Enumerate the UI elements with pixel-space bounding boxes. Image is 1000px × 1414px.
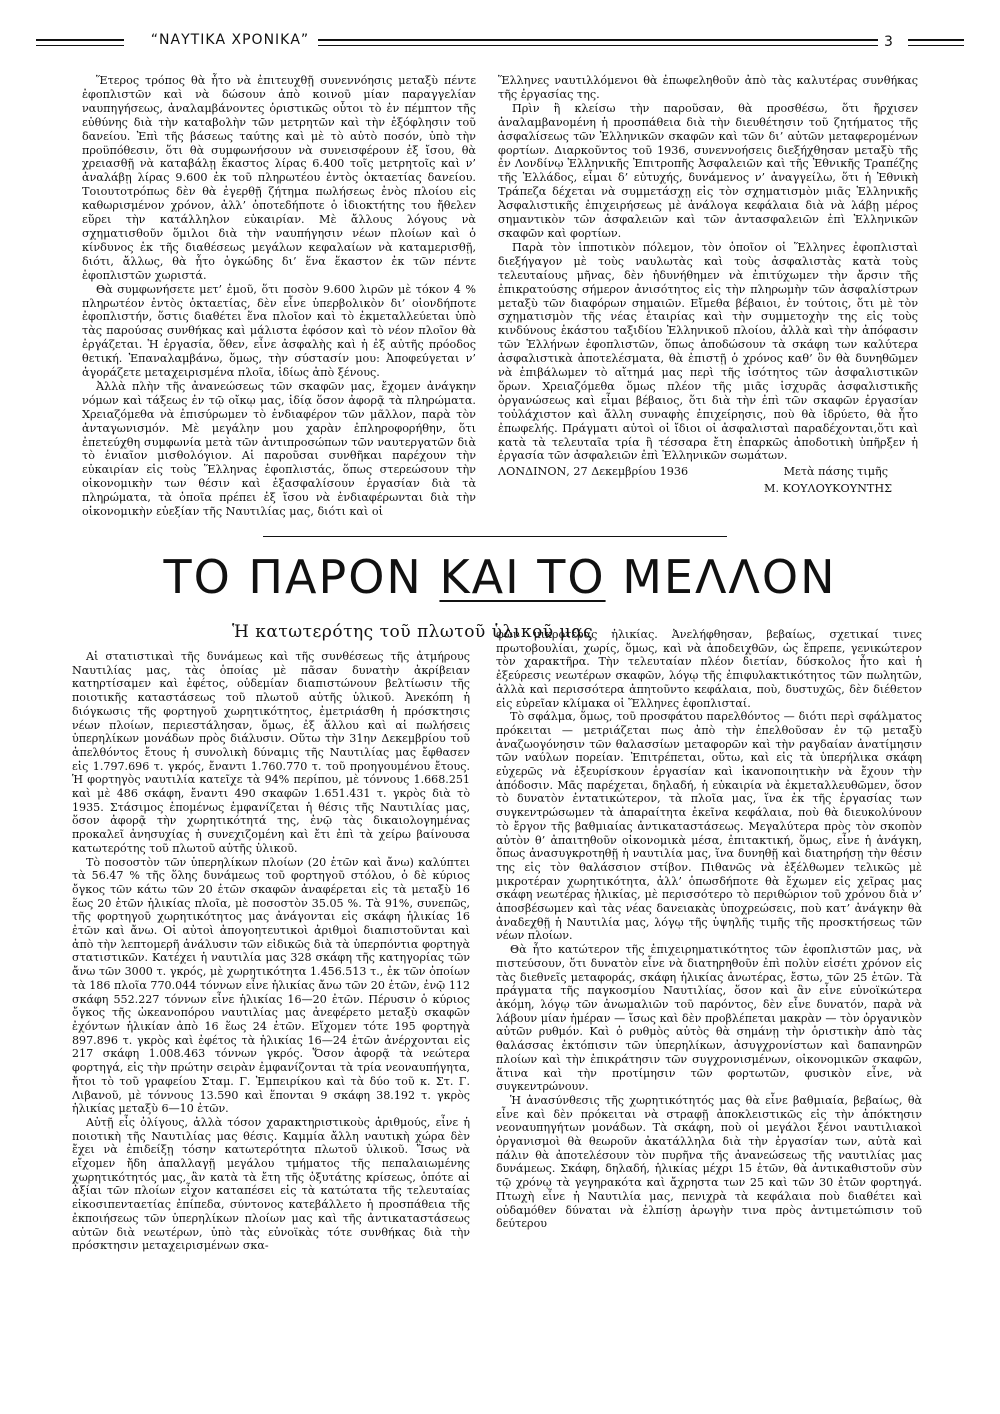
section-divider	[263, 536, 727, 537]
header-rule-bottom-right	[908, 45, 964, 46]
article-headline	[0, 550, 1000, 604]
article-left-column	[72, 650, 470, 1253]
place-date: ΛΟΝΔΙΝΟΝ, 27 Δεκεμβρίου 1936	[498, 465, 689, 479]
article-paragraph: Τὸ σφάλμα, ὅμως, τοῦ προσφάτου παρελθόντος — διότι περὶ σφάλματος πρόκειται — μετριάζεται πως ἀπὸ τὴν ἐπελθοῦσαν ἐν τῷ μεταξὺ ἀναζωογόνησιν τῶν θαλασσίων μεταφορῶν καὶ τὴν ραγδαίαν ἀνατίμησιν τῶν ναύλων πορείαν. Ἐπιτρέπεται, οὕτω, καὶ εἰς τὰ ὑπερήλικα σκάφη εὐχερῶς νὰ ἐξευρίσκουν ἐργασίαν καὶ ἱκανοποιητικὴν νὰ ἔχουν τὴν ἀπόδοσιν. Μᾶς παρέχεται, δηλαδή, ἡ εὐκαιρία νὰ ἐκμεταλλευθῶμεν, ὅσον τὸ δυνατὸν ἐντατικώτερον, τὰ πλοῖα μας, ἵνα ἐκ τῆς ἐργασίας των συγκεντρώσωμεν τὰ ἀπαραίτητα ἐκεῖνα κεφάλαια, ποὺ θὰ διευκολύνουν τὸ ἔργον τῆς βαθμιαίας ἀντικαταστάσεως. Μεγαλύτερα πρὸς τὸν σκοπὸν αὐτὸν θ’ ἀπαιτηθοῦν οἰκονομικὰ μέσα, ἐπιτακτική, ὅμως, εἶνε ἡ ἀνάγκη, ὅπως ἀνασυγκροτηθῇ ἡ ναυτιλία μας, ἵνα δυνηθῇ καὶ διατηρήσῃ τὴν θέσιν της εἰς τὸν θαλάσσιον στίβον. Πιθανῶς νὰ ἐξέλθωμεν τελικῶς μὲ μικροτέραν χωρητικότητα, ἀλλ’ ὁπωσδήποτε θὰ ἔχωμεν εἰς χεῖρας μας σκάφη νεωτέρας ἡλικίας, μὲ περισσότερο τὸ περιθώριον τοῦ χρόνου διὰ ν’ ἀποσβέσωμεν καὶ τὰς νέας δανειακὰς ὑποχρεώσεις, ποὺ κατ’ ἀνάγκην θὰ ἀναδεχθῇ ἡ Ναυτιλία μας, λόγῳ τῆς ὑψηλῆς τιμῆς τῆς προσκτήσεως τῶν νέων πλοίων.	[496, 710, 922, 943]
article-paragraph: Θὰ ἦτο κατώτερον τῆς ἐπιχειρηματικότητος τῶν ἐφοπλιστῶν μας, νὰ πιστεύσουν, ὅτι δυνατὸν εἶνε νὰ διατηρηθοῦν ἐπὶ πολὺν εἰσέτι χρόνον εἰς τὰς διεθνεῖς μεταφοράς, σκάφη ἡλικίας ἀνωτέρας, ἔστω, τῶν 25 ἐτῶν. Τὰ πράγματα τῆς παγκοσμίου Ναυτιλίας, ὅσον καὶ ἂν εἶνε εὐνοϊκώτερα ἀκόμη, λόγῳ τῶν ἀνωμαλιῶν τοῦ παρόντος, δὲν εἶνε δυνατόν, παρὰ νὰ λάβουν μίαν ἡμέραν — ἴσως καὶ δὲν προβλέπεται μακρὰν — τὸν ὀργανικὸν αὐτῶν ρυθμόν. Καὶ ὁ ρυθμὸς αὐτὸς θὰ σημάνῃ τὴν ὁριστικὴν ἀπὸ τὰς θαλάσσας ἐκτόπισιν τῶν ὑπερηλίκων, ἀσυγχρονίστων καὶ δαπανηρῶν πλοίων καὶ τὴν ἐπικράτησιν τῶν συγχρονισμένων, οἰκονομικῶν σκαφῶν, ἅτινα καὶ τὴν προτίμησιν τῶν φορτωτῶν, φυσικὸν εἶνε, νὰ συγκεντρώνουν.	[496, 943, 922, 1094]
header-rule-bottom-center	[318, 45, 878, 46]
article-subtitle: Ἡ κατωτερότης τοῦ πλωτοῦ ὑλικοῦ μας	[232, 622, 594, 642]
headline-part-underlined: ΚΑΙ ΤΟ	[439, 550, 606, 604]
headline-part-1: ΤΟ ΠΑΡΟΝ	[163, 550, 440, 604]
header-rule-top-center	[318, 39, 878, 41]
letter-paragraph: Παρὰ τὸν ἱπποτικὸν πόλεμον, τὸν ὁποῖον οἱ Ἕλληνες ἐφοπλισταὶ διεξήγαγον μὲ τοὺς ναυλωτὰς καὶ τοὺς ἀσφαλιστὰς κατὰ τοὺς τελευταίους μῆνας, δὲν ἠδυνήθημεν νὰ ἐπιτύχωμεν τὴν ἄρσιν τῆς ἐπικρατούσης σήμερον ἀνισότητος εἰς τὴν πληρωμὴν τῶν ἀσφαλίστρων μεταξὺ τῶν διαφόρων σημαιῶν. Εἴμεθα βέβαιοι, ἐν τούτοις, ὅτι μὲ τὸν σχηματισμὸν τῆς νέας ἑταιρίας καὶ τὴν συμμετοχὴν της εἰς τοὺς κινδύνους ἑκάστου ταξιδίου Ἑλληνικοῦ πλοίου, ἀλλὰ καὶ τὴν ἀπόφασιν τῶν Ἑλλήνων ἐφοπλιστῶν, ὅπως ἀποδώσουν τὰ σκάφη των καλύτερα ἀσφαλιστικὰ ἀποτελέσματα, θὰ ἐπιστῇ ὁ χρόνος καθ’ ὃν θὰ δυνηθῶμεν νὰ ἐπιβάλωμεν τὸ αἴτημά μας περὶ τῆς ἰσότητος τῶν ἀσφαλιστικῶν ὅρων. Χρειαζόμεθα ὅμως πλέον τῆς μιᾶς ἰσχυρᾶς ἀσφαλιστικῆς ὀργανώσεως καὶ εἶμαι βέβαιος, ὅτι διὰ τὴν ἐπὶ τῶν σκαφῶν ἐργασίαν τοὐλάχιστον καὶ ἄλλη συναφὴς ἐπιχείρησις, ποὺ θὰ ἱδρύετο, θὰ ἦτο ἐπωφελής. Πράγματι αὐτοὶ οἱ ἴδιοι οἱ ἀσφαλισταὶ παραδέχονται,ὅτι καὶ κατὰ τὰ τελευταῖα τρία ἢ τέσσαρα ἔτη ἐπαρκῶς ἀποδοτικὴ ὑπῆρξεν ἡ ἐργασία τῶν ἀσφαλειῶν ἐπὶ Ἑλληνικῶν σωμάτων.	[498, 240, 918, 463]
letter-paragraph: Πρὶν ἢ κλείσω τὴν παροῦσαν, θὰ προσθέσω, ὅτι ἤρχισεν ἀναλαμβανομένη ἡ προσπάθεια διὰ τὴν διευθέτησιν τοῦ ζητήματος τῆς ἀσφαλίσεως τῶν Ἑλληνικῶν σκαφῶν καὶ τῶν δι’ αὐτῶν μεταφερομένων φορτίων. Διαρκοῦντος τοῦ 1936, συνεννοήσεις διεξήχθησαν μεταξὺ τῆς ἐν Λονδίνῳ Ἑλληνικῆς Ἐπιτροπῆς Ἀσφαλειῶν καὶ τῆς Ἐθνικῆς Τραπέζης τῆς Ἑλλάδος, εἶμαι δ’ εὐτυχής, δυνάμενος ν’ ἀναγγείλω, ὅτι ἡ Ἐθνικὴ Τράπεζα δέχεται νὰ συμμετάσχῃ εἰς τὸν σχηματισμὸν μιᾶς Ἑλληνικῆς Ἀσφαλιστικῆς ἐπιχειρήσεως μὲ ἀνάλογα κεφάλαια διὰ νὰ λάβῃ μέρος σημαντικὸν τῶν ἀσφαλειῶν καὶ τῶν ἀντασφαλειῶν ἐπὶ Ἑλληνικῶν σκαφῶν καὶ φορτίων.	[498, 101, 918, 240]
article-paragraph: Ἡ ἀνασύνθεσις τῆς χωρητικότητός μας θὰ εἶνε βαθμιαία, βεβαίως, θὰ εἶνε καὶ δὲν πρόκειται νὰ στραφῇ ἀποκλειστικῶς εἰς τὴν ἀπόκτησιν νεοναυπηγήτων μονάδων. Τὰ σκάφη, ποὺ οἱ μεγάλοι ξένοι ναυτιλιακοὶ ὀργανισμοὶ θὰ θεωροῦν ἀκατάλληλα διὰ τὴν ἐργασίαν των, αὐτὰ καὶ πάλιν θὰ ἀποτελέσουν τὸν πυρῆνα τῆς ἀνανεώσεως τῆς ναυτιλίας μας δυνάμεως. Σκάφη, δηλαδή, ἡλικίας μέχρι 15 ἐτῶν, θὰ ἀντικαθιστοῦν σὺν τῷ χρόνῳ τὰ γεγηρακότα καὶ ἄχρηστα των 25 καὶ τῶν 30 ἐτῶν φορτηγά. Πτωχὴ εἶνε ἡ Ναυτιλία μας, πενιχρὰ τὰ κεφάλαια ποὺ διαθέτει καὶ οὐδαμόθεν δύναται νὰ ἐλπίσῃ ἀρωγὴν τινα πρὸς ἀντιμετώπισιν τοῦ δεύτερου	[496, 1093, 922, 1231]
headline-part-3: ΜΕΛΛΟΝ	[605, 550, 837, 604]
signature-name: Μ. ΚΟΥΛΟΥΚΟΥΝΤΗΣ	[764, 482, 892, 496]
article-paragraph: Αἱ στατιστικαὶ τῆς δυνάμεως καὶ τῆς συνθέσεως τῆς ἀτμήρους Ναυτιλίας μας, τὰς ὁποίας μὲ πᾶσαν δυνατὴν ἀκρίβειαν κατηρτίσαμεν καὶ ἐφέτος, οὐδεμίαν διαπιστώνουν βελτίωσιν τῆς ποιοτικῆς καταστάσεως τοῦ πλωτοῦ αὐτῆς ὑλικοῦ. Ἀνεκόπη ἡ διόγκωσις τῆς φορτηγοῦ χωρητικότητος, ἐμετριάσθη ἡ πρόσκτησις νέων πλοίων, περιεστάλησαν, ὅμως, ἐξ ἄλλου καὶ αἱ πωλήσεις ὑπερηλίκων μονάδων πρὸς διάλυσιν. Οὕτω τὴν 31ην Δεκεμβρίου τοῦ ἀπελθόντος ἔτους ἡ συνολικὴ δύναμις τῆς Ναυτιλίας μας ἔφθασεν εἰς 1.797.696 τ. γκρός, ἔναντι 1.760.770 τ. τοῦ προηγουμένου ἔτους. Ἡ φορτηγὸς ναυτιλία κατεῖχε τὰ 94% περίπου, μὲ τόννους 1.668.251 καὶ μὲ 486 σκάφη, ἔναντι 490 σκαφῶν 1.651.431 τ. γκρὸς διὰ τὸ 1935. Στάσιμος ἑπομένως ἐμφανίζεται ἡ θέσις τῆς Ναυτιλίας μας, ὅσον ἀφορᾷ τὴν χωρητικότητά της, ἐνῷ τὰς δικαιολογημένας προκαλεῖ ἀνησυχίας ἡ συνεχιζομένη καὶ ἔτι ἐπὶ τὰ χείρω βαίνουσα κατωτερότης τοῦ πλωτοῦ αὐτῆς ὑλικοῦ.	[72, 650, 470, 855]
header-rule-top-left	[36, 39, 124, 41]
article-paragraph: φῶν μικροτέρας ἡλικίας. Ἀνελήφθησαν, βεβαίως, σχετικαί τινες πρωτοβουλίαι, χωρίς, ὅμως, καὶ νὰ ἀποδειχθῶν, ὡς ἔπρεπε, γενικώτερον τὸν χαρακτῆρα. Τὴν τελευταίαν πλέον διετίαν, δύσκολος ἦτο καὶ ἡ ἐξεύρεσις νεωτέρων σκαφῶν, λόγῳ τῆς ἐπιφυλακτικότητος τῶν πωλητῶν, ἀλλὰ καὶ περισσότερα ἀπητοῦντο κεφάλαια, ποὺ, δυστυχῶς, δὲν διέθετον εἰς εὐρεῖαν κλίμακα οἱ Ἕλληνες ἐφοπλισταί.	[496, 628, 922, 710]
header-rule-bottom-left	[36, 45, 124, 46]
letter-paragraph: Ἕλληνες ναυτιλλόμενοι θὰ ἐπωφεληθοῦν ἀπὸ τὰς καλυτέρας συνθήκας τῆς ἐργασίας της.	[498, 74, 918, 101]
letter-left-column	[82, 74, 476, 519]
article-right-column	[496, 628, 922, 1231]
closing-salutation: Μετὰ πάσης τιμῆς	[783, 465, 888, 479]
letter-paragraph: Θὰ συμφωνήσετε μετ’ ἐμοῦ, ὅτι ποσὸν 9.600 λιρῶν μὲ τόκον 4 % πληρωτέον ἐντὸς ὀκταετίας, δὲν εἶνε ὑπερβολικὸν δι’ οἱονδήποτε ἐφοπλιστήν, ὅστις διαθέτει ἕνα πλοῖον καὶ τὸ ἐκμεταλλεύεται ὑπὸ τὰς παρούσας συνθήκας καὶ μάλιστα ἐφόσον καὶ τὸ νέον πλοῖον θὰ ἐργάζεται. Ἡ ἐργασία, ὅθεν, εἶνε ἀσφαλὴς καὶ ἡ ἐξ αὐτῆς πρόοδος θετική. Ἐπαναλαμβάνω, ὅμως, τὴν σύστασίν μου: Ἀποφεύγεται ν’ ἀγοράζετε μεταχειρισμένα πλοῖα, ἰδίως ἀπὸ ξένους.	[82, 282, 476, 380]
publication-title: “ΝΑΥΤΙΚΑ ΧΡΟΝΙΚΑ”	[150, 32, 310, 48]
letter-paragraph: Ἕτερος τρόπος θὰ ἦτο νὰ ἐπιτευχθῇ συνεννόησις μεταξὺ πέντε ἐφοπλιστῶν καὶ νὰ δώσουν ἀπὸ κοινοῦ μίαν παραγγελίαν ναυπηγήσεως, ἀναλαμβάνοντες ὁριστικῶς οὗτοι τὸ ἐν πέμπτον τῆς εὐθύνης διὰ τὴν καταβολὴν τῶν μετρητῶν καὶ τὴν ἐξόφλησιν τοῦ δανείου. Ἐπὶ τῆς βάσεως ταύτης καὶ μὲ τὸ αὐτὸ ποσόν, ὑπὸ τὴν προϋπόθεσιν, ὅτι θὰ συμφωνήσουν νὰ συνεισφέρουν ἐξ ἴσου, θὰ χρειασθῇ νὰ καταβάλῃ ἕκαστος λίρας 6.400 τοῖς μετρητοῖς καὶ ν’ ἀναλάβῃ λίρας 9.600 ἐκ τοῦ πληρωτέου ἐντὸς ὀκταετίας δανείου. Τοιουτοτρόπως δὲν θὰ ἐγερθῇ ζήτημα πωλήσεως ἑνὸς πλοίου εἰς καθωρισμένον χρόνον, ἀλλ’ ὁποτεδήποτε ὁ ἰδιοκτήτης του ἤθελεν εὕρει τὴν κατάλληλον εὐκαιρίαν. Μὲ ἄλλους λόγους νὰ σχηματισθοῦν ὅμιλοι διὰ τὴν ναυπήγησιν νέων πλοίων καὶ ὁ κίνδυνος ἐκ τῆς διαθέσεως μεγάλων κεφαλαίων νὰ καταμερισθῇ, διότι, ἄλλως, θὰ ἦτο ὀγκώδης δι’ ἕνα ἕκαστον ἐκ τῶν πέντε ἐφοπλιστῶν χωριστά.	[82, 74, 476, 282]
letter-paragraph: Ἀλλὰ πλὴν τῆς ἀνανεώσεως τῶν σκαφῶν μας, ἔχομεν ἀνάγκην νόμων καὶ τάξεως ἐν τῷ οἴκῳ μας, ἰδίᾳ ὅσον ἀφορᾷ τὰ πληρώματα. Χρειαζόμεθα νὰ ἐπισύρωμεν τὸ ἐνδιαφέρον τῶν μᾶλλον, παρὰ τὸν ἀνταγωνισμόν. Μὲ μεγάλην μου χαρὰν ἐπληροφορήθην, ὅτι ἐπετεύχθη συμφωνία μετὰ τῶν ἀντιπροσώπων τῶν ναυτεργατῶν διὰ τὸ ἑνιαῖον μισθολόγιον. Αἱ παροῦσαι συνθῆκαι παρέχουν τὴν εὐκαιρίαν εἰς τοὺς Ἕλληνας ἐφοπλιστάς, ὅπως στερεώσουν τὴν οἰκονομικὴν των θέσιν καὶ ἐξασφαλίσουν ἐργασίαν διὰ τὰ πληρώματα, τὰ ὁποῖα πρέπει ἐξ ἴσου νὰ ἐνδιαφέρωνται διὰ τὴν οἰκονομικὴν εὐεξίαν τῆς Ναυτιλίας μας, διότι καὶ οἱ	[82, 379, 476, 519]
page-number: 3	[884, 34, 893, 50]
article-paragraph: Τὸ ποσοστὸν τῶν ὑπερηλίκων πλοίων (20 ἐτῶν καὶ ἄνω) καλύπτει τὰ 56.47 % τῆς ὅλης δυνάμεως τοῦ φορτηγοῦ στόλου, ὁ δὲ κύριος ὄγκος τῶν κάτω τῶν 20 ἐτῶν σκαφῶν ἀναφέρεται εἰς τὰ μεταξὺ 16 ἕως 20 ἐτῶν ἡλικίας πλοῖα, μὲ ποσοστὸν 35.05 %. Τὰ 91%, συνεπῶς, τῆς φορτηγοῦ χωρητικότητος μας ἀνάγονται εἰς σκάφη ἡλικίας 16 ἐτῶν καὶ ἄνω. Οἱ αὐτοὶ ἀπογοητευτικοὶ ἀριθμοὶ διαπιστοῦνται καὶ ἀπὸ τὴν λεπτομερῆ ἀνάλυσιν τῶν εἰδικῶς διὰ τὰ ὑπερπόντια φορτηγὰ στατιστικῶν. Κατέχει ἡ ναυτιλία μας 328 σκάφη τῆς κατηγορίας τῶν ἄνω τῶν 3000 τ. γκρός, μὲ χωρητικότητα 1.456.513 τ., ἐκ τῶν ὁποίων τὰ 186 πλοῖα 770.044 τόννων εἶνε ἡλικίας ἄνω τῶν 20 ἐτῶν, ἐνῷ 112 σκάφη 552.227 τόννων εἶνε ἡλικίας 16—20 ἐτῶν. Πέρυσιν ὁ κύριος ὄγκος τῆς ὠκεανοπόρου ναυτιλίας μας ἀνεφέρετο μεταξὺ σκαφῶν ἐχόντων ἡλικίαν ἀπὸ 16 ἕως 24 ἐτῶν. Εἴχομεν τότε 195 φορτηγὰ 897.896 τ. γκρὸς καὶ ἐφέτος τὰ ἡλικίας 16—24 ἐτῶν ἀνέρχονται εἰς 217 σκάφη 1.008.463 τόννων γκρός. Ὅσον ἀφορᾷ τὰ νεώτερα φορτηγά, εἰς τὴν πρώτην σειρὰν ἐμφανίζονται τὰ τρία νεοναυπήγητα, ἤτοι τὸ τοῦ γραφείου Σταμ. Γ. Ἐμπειρίκου καὶ τὰ δύο τοῦ κ. Στ. Γ. Λιβανοῦ, μὲ τόννους 13.590 καὶ ἕπονται 9 σκάφη 38.192 τ. γκρὸς ἡλικίας μεταξὺ 6—10 ἐτῶν.	[72, 855, 470, 1116]
letter-closing-line	[498, 465, 918, 479]
header-rule-top-right	[908, 39, 964, 41]
page-header	[0, 30, 1000, 60]
article-paragraph: Αὐτῇ εἶς ὀλίγους, ἀλλὰ τόσον χαρακτηριστικοὺς ἀριθμούς, εἶνε ἡ ποιοτικὴ τῆς Ναυτιλίας μας θέσις. Καμμία ἄλλη ναυτικὴ χώρα δὲν ἔχει νὰ ἐπιδείξῃ τόσην κατωτερότητα πλωτοῦ ὑλικοῦ. Ἴσως νὰ εἴχομεν ἤδη ἀπαλλαγῇ μεγάλου τμήματος τῆς πεπαλαιωμένης χωρητικότητός μας, ἂν κατὰ τὰ ἔτη τῆς ὀξυτάτης κρίσεως, ὁπότε αἱ ἀξίαι τῶν πλοίων εἶχον καταπέσει εἰς τὰ κατώτατα τῆς τελευταίας εἰκοσιπενταετίας ἐπίπεδα, σύντονος κατεβάλλετο ἡ προσπάθεια τῆς ἐκποιήσεως τῶν ὑπερηλίκων πλοίων μας καὶ τῆς ἀντικαταστάσεως αὐτῶν διὰ νεωτέρων, ὑπὸ τὰς εὐνοϊκὰς τότε συνθήκας διὰ τὴν πρόσκτησιν μεταχειρισμένων σκα-	[72, 1115, 470, 1253]
letter-right-column	[498, 74, 918, 496]
